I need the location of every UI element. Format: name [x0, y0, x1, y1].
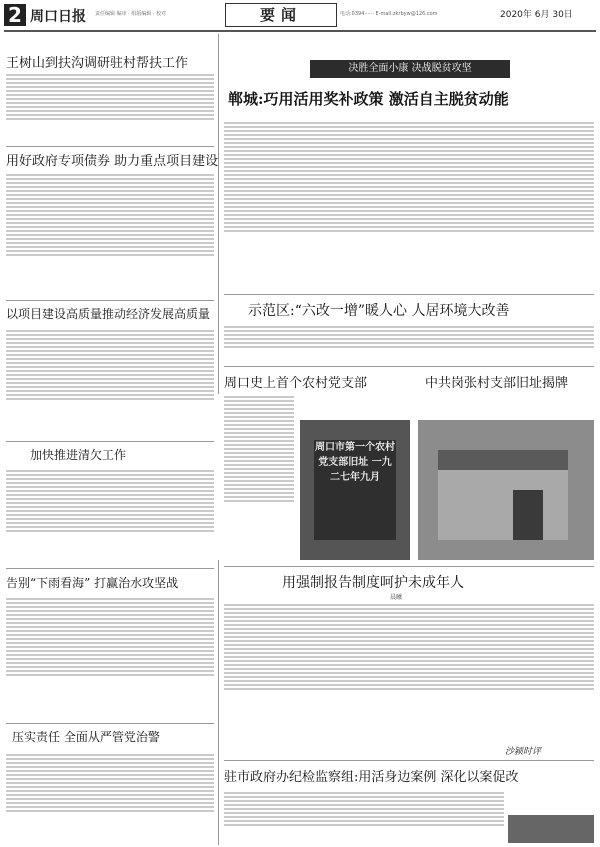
article-title: 王树山到扶沟调研驻村帮扶工作 [6, 56, 189, 71]
article-body [6, 172, 214, 297]
article-divider [224, 294, 594, 295]
newspaper-name: 周口日报 [30, 9, 86, 25]
article-title: 用好政府专项债券 助力重点项目建设 [6, 154, 219, 169]
inset-photo [508, 815, 594, 843]
article-divider [224, 566, 594, 567]
monument-photo [300, 420, 410, 560]
article-title: 驻市政府办纪检监察组:用活身边案例 深化以案促改 [224, 770, 519, 785]
column-divider [218, 34, 219, 394]
article-body [224, 790, 504, 845]
section-title: 要闻 [225, 3, 337, 27]
article-title: 用强制报告制度呵护未成年人 [282, 575, 464, 591]
lead-headline: 郸城:巧用活用奖补政策 激活自主脱贫动能 [228, 90, 509, 108]
issue-date: 2020年 6月 30日 [500, 10, 573, 20]
article-title: 示范区:“六改一增”暖人心 人居环境大改善 [248, 303, 510, 319]
building-roof [438, 450, 568, 470]
column-divider [218, 560, 219, 845]
article-title: 压实责任 全面从严管党治警 [12, 730, 160, 744]
article-title: 中共岗张村支部旧址揭牌 [425, 376, 569, 391]
building-wall [438, 470, 568, 540]
article-body [6, 752, 214, 844]
monument-plaque: 周口市第一个农村党支部旧址 一九二七年九月 [314, 440, 396, 540]
article-divider [6, 441, 214, 442]
article-body [6, 596, 214, 721]
article-title: 加快推进清欠工作 [30, 448, 127, 462]
header-contact: 电话:0394······ E-mail:zkrbyw@126.com [340, 11, 438, 17]
article-byline: 晨曦 [390, 594, 403, 601]
header-editors: 责任编辑 编审 · 组版编辑 · 校对 [95, 11, 167, 17]
article-body [224, 602, 594, 740]
article-divider [224, 366, 594, 367]
article-body [6, 72, 214, 142]
article-body [224, 120, 594, 290]
article-body [6, 328, 214, 438]
article-divider [224, 760, 594, 761]
article-title: 以项目建设高质量推动经济发展高质量 [6, 307, 211, 321]
article-body [6, 468, 214, 566]
article-divider [6, 568, 214, 569]
article-title: 周口史上首个农村党支部 [224, 376, 368, 391]
article-title: 告别“下雨看海” 打赢治水攻坚战 [6, 576, 179, 590]
campaign-kicker: 决胜全面小康 决战脱贫攻坚 [310, 60, 510, 78]
article-divider [6, 300, 214, 301]
article-divider [6, 723, 214, 724]
article-body [224, 394, 294, 559]
page-number: 2 [4, 4, 26, 26]
village-building-photo [418, 420, 594, 560]
commentary-column-stamp: 沙颍时评 [505, 747, 542, 757]
header-rule [4, 30, 596, 32]
article-body [224, 324, 594, 364]
building-door [513, 490, 543, 540]
article-divider [6, 146, 214, 147]
